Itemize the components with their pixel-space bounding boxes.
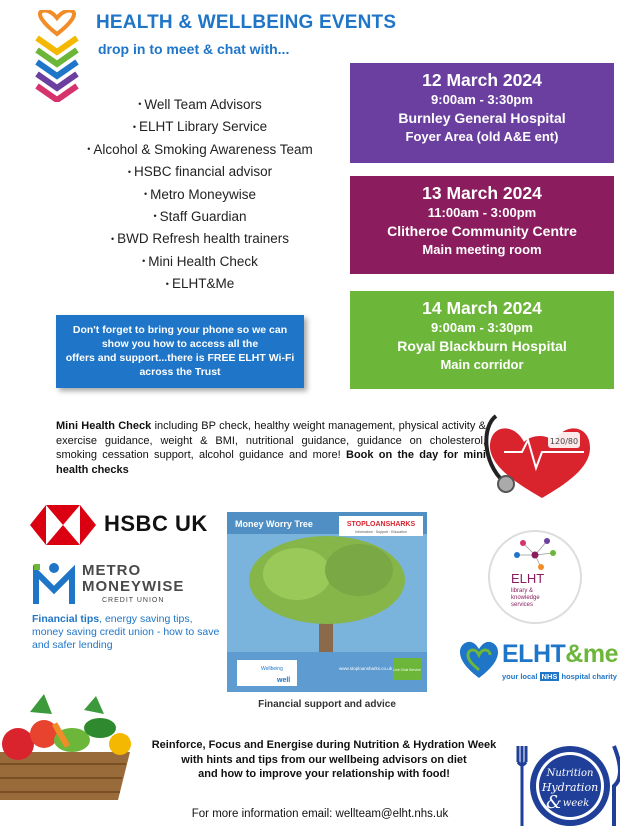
- metro-moneywise-logo: [30, 560, 210, 610]
- elht-me-part1: ELHT: [502, 640, 566, 668]
- elht-library-line1: ELHT: [511, 571, 545, 586]
- hsbc-logo: [30, 505, 210, 545]
- list-item: • BWD Refresh health trainers: [50, 228, 350, 250]
- mini-check-cta: Book on the day for mini health checks: [56, 449, 486, 476]
- stop-loan-sharks-label: STOPLOANSHARKS: [346, 521, 416, 528]
- event-venue: Burnley General Hospital: [398, 110, 566, 126]
- mini-health-check-paragraph: [56, 419, 486, 477]
- event-venue: Royal Blackburn Hospital: [397, 338, 567, 354]
- nutrition-hydration-week-logo: [514, 736, 620, 832]
- hsbc-wordmark: HSBC UK: [104, 511, 208, 536]
- nutrition-line: with hints and tips from our wellbeing advisors on diet: [181, 753, 467, 766]
- poster-badge: Live Chat Service: [393, 668, 421, 672]
- list-item: • Staff Guardian: [50, 206, 350, 228]
- heart-stethoscope-icon: [484, 412, 594, 500]
- tagline-pre: your local: [502, 672, 538, 681]
- event-card-burnley: [350, 63, 614, 163]
- hsbc-hexagon-icon: [30, 505, 96, 545]
- elht-library-line3: knowledge: [511, 595, 540, 601]
- event-time: 9:00am - 3:30pm: [431, 320, 533, 335]
- monitor-reading: 120/80: [549, 437, 579, 446]
- heart-chevron-logo-icon: [34, 10, 80, 102]
- event-location: Foyer Area (old A&E ent): [405, 129, 559, 144]
- elht-library-logo: [487, 529, 583, 625]
- event-card-clitheroe: [350, 176, 614, 274]
- event-location: Main corridor: [440, 357, 524, 372]
- list-item: • ELHT&Me: [50, 273, 350, 295]
- stop-loan-sharks-sub: Information · Support · Education: [355, 530, 407, 534]
- metro-line2: MONEYWISE: [82, 578, 185, 595]
- nutrition-line: Reinforce, Focus and Energise during Nutrition & Hydration Week: [151, 739, 497, 751]
- poster-title: Money Worry Tree: [235, 519, 313, 529]
- elht-library-line4: services: [511, 602, 534, 608]
- event-venue: Clitheroe Community Centre: [387, 223, 577, 239]
- financial-tips-heading: Financial tips: [32, 613, 100, 625]
- event-date: 13 March 2024: [422, 183, 542, 203]
- financial-tips-text: [32, 613, 222, 652]
- metro-line3: CREDIT UNION: [102, 597, 165, 604]
- phone-note-line: Don't forget to bring your phone so we can: [72, 324, 288, 336]
- list-item: • Well Team Advisors: [50, 94, 350, 116]
- event-date: 14 March 2024: [422, 298, 542, 318]
- financial-support-caption: Financial support and advice: [258, 699, 396, 710]
- poster-wellbeing: Wellbeing: [261, 666, 283, 672]
- heart-hands-icon: [458, 640, 500, 682]
- ampersand-icon: &: [545, 792, 563, 813]
- nutrition-logo-line2: Hydration: [541, 781, 599, 794]
- list-item: • ELHT Library Service: [50, 116, 350, 138]
- metro-m-icon: [30, 560, 78, 608]
- phone-note-line: show you how to access all the: [101, 338, 259, 350]
- page-title: HEALTH & WELLBEING EVENTS: [96, 12, 397, 33]
- mini-check-body: including BP check, healthy weight management, physical activity & exercise guidance, weight & BMI, nutritional guidance, guidance on cholesterol, smoking cessation support, alcohol guidance and more!: [56, 420, 486, 461]
- poster-well: well: [277, 677, 291, 684]
- attendee-list: [50, 94, 350, 296]
- financial-tips-body: , energy saving tips, money saving credit union - how to save and safer lending: [32, 613, 220, 651]
- phone-reminder-box: [56, 315, 304, 388]
- list-item: • Mini Health Check: [50, 251, 350, 273]
- elht-library-line2: library &: [511, 588, 534, 594]
- metro-line1: METRO: [82, 562, 142, 579]
- nhs-badge: NHS: [541, 672, 558, 681]
- elht-me-tagline: [502, 672, 617, 681]
- nutrition-logo-line3: week: [562, 798, 590, 809]
- event-time: 11:00am - 3:00pm: [427, 205, 537, 220]
- nutrition-hydration-text: [128, 738, 520, 782]
- nutrition-logo-line1: Nutrition: [546, 768, 594, 779]
- list-item: • HSBC financial advisor: [50, 161, 350, 183]
- event-date: 12 March 2024: [422, 70, 542, 90]
- elht-me-part2: &me: [565, 640, 618, 668]
- money-worry-tree-poster: [227, 512, 427, 692]
- tagline-post: hospital charity: [561, 672, 617, 681]
- footer-contact: For more information email: wellteam@elht.nhs.uk: [191, 808, 449, 820]
- event-location: Main meeting room: [422, 242, 542, 257]
- elht-and-me-logo: [458, 640, 618, 690]
- mini-check-heading: Mini Health Check: [56, 420, 152, 432]
- list-item: • Alcohol & Smoking Awareness Team: [50, 139, 350, 161]
- event-time: 9:00am - 3:30pm: [431, 92, 533, 107]
- event-card-blackburn: [350, 291, 614, 389]
- poster-url: www.stoploansharks.co.uk: [339, 666, 393, 671]
- phone-note-line: offers and support...there is FREE ELHT Wi-Fi: [65, 352, 295, 364]
- list-item: • Metro Moneywise: [50, 184, 350, 206]
- nutrition-line: and how to improve your relationship with food!: [198, 768, 450, 780]
- page-subtitle: drop in to meet & chat with...: [98, 41, 290, 57]
- elht-me-wordmark: [502, 640, 618, 669]
- phone-note-line: across the Trust: [139, 366, 221, 378]
